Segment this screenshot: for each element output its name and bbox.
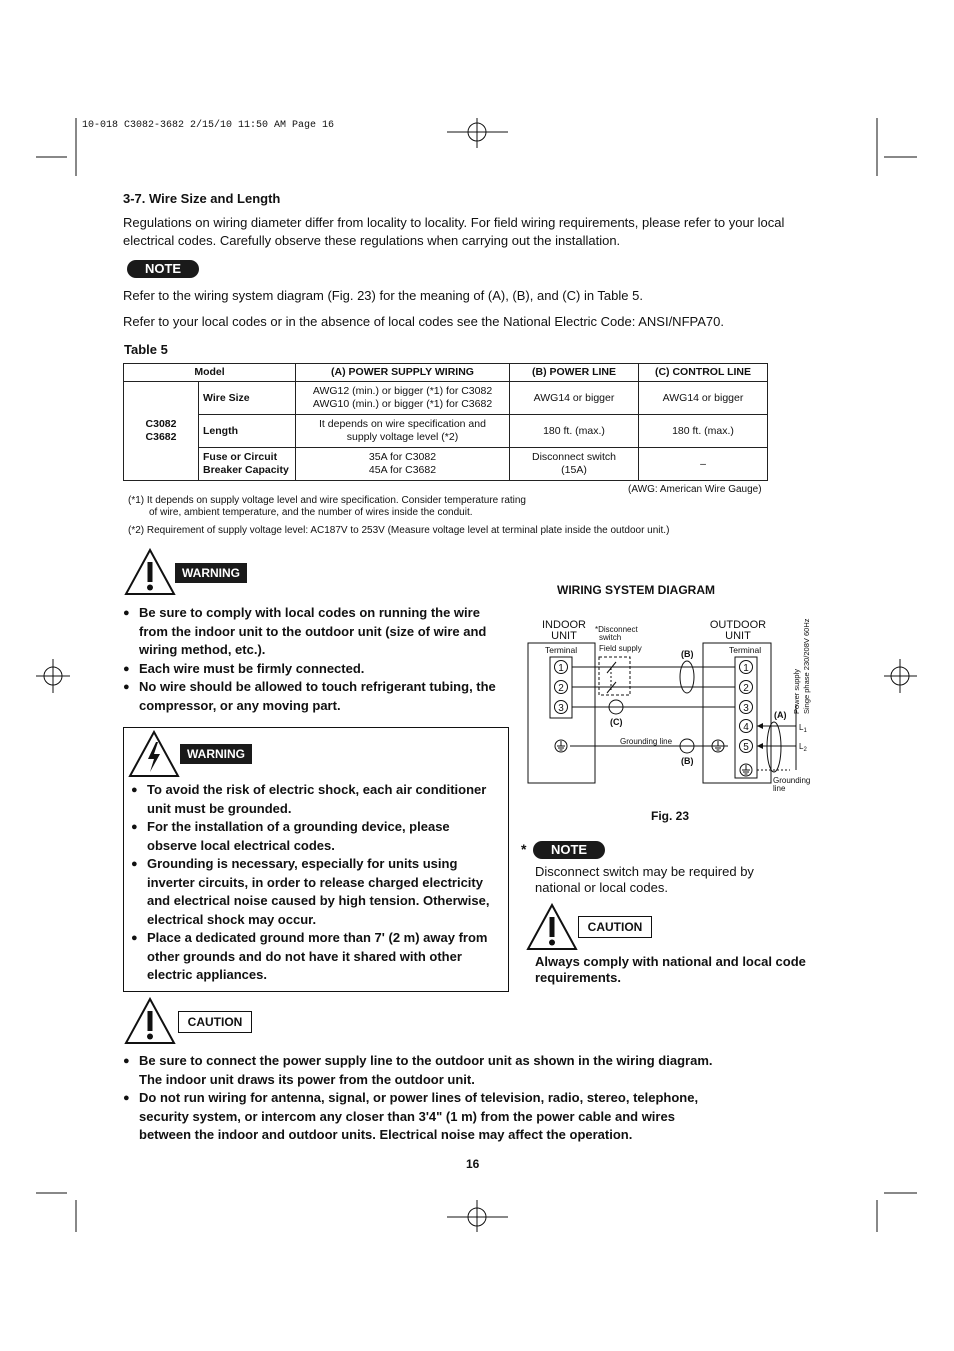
table-row: C3082 C3682 Wire Size AWG12 (min.) or bigger (*1) for C3082 AWG10 (min.) or bigger (*1) for C3682 AWG14 or bigger AWG14 or bigger bbox=[124, 382, 768, 415]
table-header-model: Model bbox=[124, 364, 296, 382]
list-item: ● No wire should be allowed to touch refrigerant tubing, the compressor, or any moving part. bbox=[123, 678, 508, 715]
wire-size-table bbox=[123, 363, 768, 481]
a-label: (A) bbox=[774, 710, 787, 720]
footnote-2: (*2) Requirement of supply voltage level: AC187V to 253V (Measure voltage level at terminal plate inside the outdoor unit.) bbox=[128, 525, 670, 536]
terminal-outdoor-4: 4 bbox=[743, 722, 749, 733]
list-item: ● Do not run wiring for antenna, signal, or power lines of television, radio, stereo, telephone, security system, or intercom any closer than 3'4" (1 m) from the power cable and wires between the indoor and outdoor units. Electrical noise may affect the operation. bbox=[123, 1089, 723, 1145]
diagram-title: WIRING SYSTEM DIAGRAM bbox=[557, 583, 715, 597]
note-asterisk: * bbox=[521, 841, 527, 857]
list-item: ● Be sure to comply with local codes on running the wire from the indoor unit to the outdoor unit (size of wire and wiring method, etc.). bbox=[123, 604, 508, 660]
electric-shock-icon bbox=[128, 730, 180, 778]
warning-triangle-icon bbox=[124, 548, 176, 596]
note-text-2: Refer to your local codes or in the absence of local codes see the National Electric Code: ANSI/NFPA70. bbox=[123, 314, 724, 329]
warning-label-2: WARNING bbox=[180, 744, 252, 764]
power-supply-label-1: Power supply bbox=[792, 668, 801, 714]
table-row: Fuse or Circuit Breaker Capacity 35A for C3082 45A for C3682 Disconnect switch (15A) – bbox=[124, 448, 768, 481]
table-title: Table 5 bbox=[124, 342, 168, 357]
print-info: 10-018 C3082-3682 2/15/10 11:50 AM Page 16 bbox=[82, 120, 335, 131]
list-item: ● For the installation of a grounding device, please observe local electrical codes. bbox=[131, 818, 501, 855]
warning-label-1: WARNING bbox=[175, 563, 247, 583]
c-label: (C) bbox=[610, 717, 623, 727]
terminal-indoor-3: 3 bbox=[558, 703, 564, 714]
indoor-label-1: INDOOR bbox=[542, 619, 586, 631]
list-item: ● Be sure to connect the power supply line to the outdoor unit as shown in the wiring diagram. The indoor unit draws its power from the outdoor unit. bbox=[123, 1052, 723, 1089]
disconnect-label-1: *Disconnect bbox=[595, 625, 638, 634]
indoor-terminal-label: Terminal bbox=[545, 645, 578, 655]
warning-list-2 bbox=[131, 781, 501, 985]
model-cell: C3082 C3682 bbox=[124, 382, 199, 481]
awg-note: (AWG: American Wire Gauge) bbox=[628, 484, 762, 495]
grounding-label-1: Grounding bbox=[773, 776, 811, 785]
terminal-outdoor-3: 3 bbox=[743, 703, 749, 714]
terminal-indoor-1: 1 bbox=[558, 663, 564, 674]
warning-list-1 bbox=[123, 604, 508, 715]
footnote-1a: (*1) It depends on supply voltage level and wire specification. Consider temperature rating bbox=[128, 495, 526, 506]
terminal-outdoor-5: 5 bbox=[743, 742, 749, 753]
terminal-outdoor-1: 1 bbox=[743, 663, 749, 674]
b-label-top: (B) bbox=[681, 649, 694, 659]
outdoor-label-1: OUTDOOR bbox=[709, 619, 767, 631]
caution-label-bottom: CAUTION bbox=[178, 1011, 252, 1033]
terminal-indoor-2: 2 bbox=[558, 683, 564, 694]
list-item: ● Place a dedicated ground more than 7' (2 m) away from other grounds and do not have it shared with other electric appliances. bbox=[131, 929, 501, 985]
table-header-c: (C) CONTROL LINE bbox=[639, 364, 768, 382]
caution-text-right: Always comply with national and local code requirements. bbox=[535, 954, 806, 985]
caution-label-right: CAUTION bbox=[578, 916, 652, 938]
section-title: 3-7. Wire Size and Length bbox=[123, 191, 281, 206]
grounding-line-label: Grounding line bbox=[620, 737, 673, 746]
note-text-3: Disconnect switch may be required by national or local codes. bbox=[535, 864, 754, 895]
terminal-outdoor-2: 2 bbox=[743, 683, 749, 694]
table-header-b: (B) POWER LINE bbox=[510, 364, 639, 382]
caution-triangle-icon bbox=[124, 997, 176, 1045]
caution-triangle-icon bbox=[526, 903, 578, 951]
power-supply-label-2: Singe phase 230/208V 60Hz bbox=[802, 618, 811, 714]
indoor-label-2: UNIT bbox=[551, 630, 577, 642]
table-row: Length It depends on wire specification and supply voltage level (*2) 180 ft. (max.) 180 ft. (max.) bbox=[124, 415, 768, 448]
intro-paragraph: Regulations on wiring diameter differ from locality to locality. For field wiring requirements, please refer to your local electrical codes. Carefully observe these regulations when carrying out the installation. bbox=[123, 215, 785, 248]
list-item: ● Grounding is necessary, especially for units using inverter circuits, in order to release charged electricity and electrical noise caused by high tension. Otherwise, electrical shock may occur. bbox=[131, 855, 501, 929]
field-supply-label: Field supply bbox=[599, 644, 642, 653]
list-item: ● To avoid the risk of electric shock, each air conditioner unit must be grounded. bbox=[131, 781, 501, 818]
table-header-a: (A) POWER SUPPLY WIRING bbox=[296, 364, 510, 382]
b-label-bottom: (B) bbox=[681, 756, 694, 766]
l2-label: $L_2$ bbox=[799, 742, 807, 753]
outdoor-label-2: UNIT bbox=[725, 630, 751, 642]
disconnect-label-2: switch bbox=[599, 633, 622, 642]
note-text-1: Refer to the wiring system diagram (Fig. 23) for the meaning of (A), (B), and (C) in Table 5. bbox=[123, 288, 643, 303]
footnote-1b: of wire, ambient temperature, and the number of wires inside the conduit. bbox=[149, 507, 473, 518]
note-badge: NOTE bbox=[127, 260, 199, 278]
list-item: ● Each wire must be firmly connected. bbox=[123, 660, 508, 679]
wiring-diagram bbox=[518, 600, 818, 800]
note-badge-2: NOTE bbox=[533, 841, 605, 859]
page-number: 16 bbox=[466, 1157, 480, 1171]
l1-label: $L_1$ bbox=[799, 723, 807, 734]
outdoor-terminal-label: Terminal bbox=[729, 645, 762, 655]
caution-list-bottom bbox=[123, 1052, 723, 1145]
figure-caption: Fig. 23 bbox=[651, 809, 690, 823]
grounding-label-2: line bbox=[773, 784, 786, 793]
